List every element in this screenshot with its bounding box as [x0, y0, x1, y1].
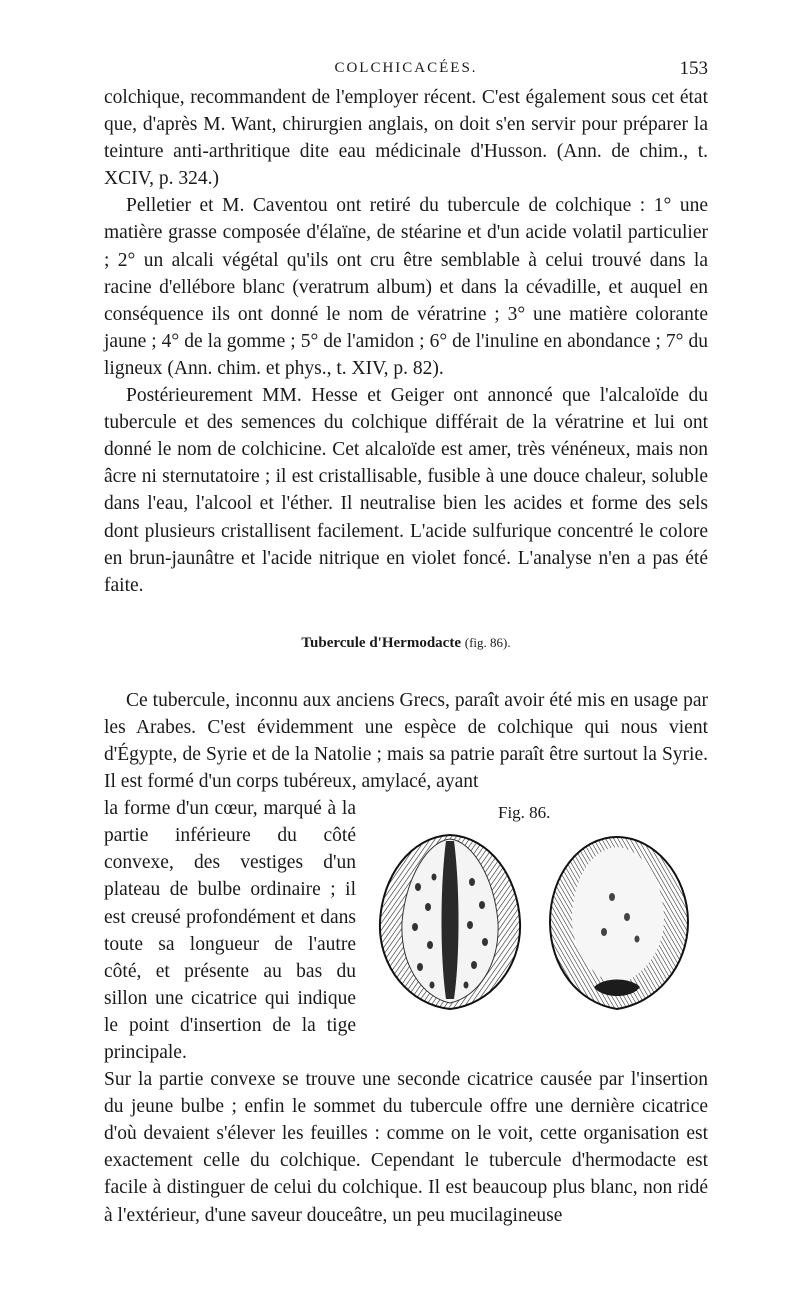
paragraph-3: Postérieurement MM. Hesse et Geiger ont annoncé que l'alcaloïde du tubercule et des semences du colchique différait de la vératrine et lui ont donné le nom de colchicine. Cet alcaloïde est amer, très vénéneux, mais non âcre ni sternutatoire ; il est cristallisable, fusible à une douce chaleur, soluble dans l'eau, l'alcool et l'éther. Il neutralise bien les acides et forme des sels dont plusieurs cristallisent facilement. L'acide sulfurique concentré le colore en brun-jaunâtre et l'acide nitrique en violet foncé. L'analyse n'en a pas été faite.	[104, 385, 708, 596]
tuber-convex-side	[550, 837, 688, 1009]
running-head	[104, 58, 708, 82]
page-number: 153	[679, 58, 708, 79]
running-title: COLCHICACÉES.	[334, 60, 478, 76]
body-text	[104, 84, 708, 1229]
section-heading	[104, 633, 708, 653]
tuber-grooved-side	[380, 835, 520, 1009]
section-paragraph-continuation: Sur la partie convexe se trouve une seconde cicatrice causée par l'insertion du jeune bulbe ; enfin le sommet du tubercule offre une dernière cicatrice d'où devaient s'élever les feuilles : comme on le voit, cette organisation est exactement celle du colchique. Cependant le tubercule d'hermodacte est facile à distinguer de celui du colchique. Il est beaucoup plus blanc, non ridé à l'extérieur, d'une saveur douceâtre, un peu mucilagineuse	[104, 1069, 708, 1226]
paragraph-1: colchique, recommandent de l'employer récent. C'est également sous cet état que, d'après M. Want, chirurgien anglais, on doit s'en servir pour préparer la teinture anti-arthritique dite eau médicinale d'Husson. (Ann. de chim., t. XCIV, p. 324.)	[104, 87, 708, 190]
section-paragraph-lead: Ce tubercule, inconnu aux anciens Grecs, paraît avoir été mis en usage par les Arabes. C'est évidemment une espèce de colchique qui nous vient d'Égypte, de Syrie et de la Natolie ; mais sa patrie paraît être surtout la Syrie. Il est formé d'un corps tubéreux, amylacé, ayant	[104, 689, 708, 793]
paragraph-2: Pelletier et M. Caventou ont retiré du tubercule de colchique : 1° une matière grasse composée d'élaïne, de stéarine et d'un acide volatil particulier ; 2° un alcali végétal qu'ils ont cru être semblable à celui trouvé dans la racine d'ellébore blanc (veratrum album) et dans la cévadille, et auquel en conséquence ils ont donné le nom de vératrine ; 3° une matière colorante jaune ; 4° de la gomme ; 5° de l'amidon ; 6° de l'inuline en abondance ; 7° du ligneux (Ann. chim. et phys., t. XIV, p. 82).	[104, 195, 708, 379]
figure-wrap-block	[104, 795, 708, 1066]
tuber-illustration	[370, 827, 700, 1017]
section-title: Tubercule d'Hermodacte	[301, 634, 461, 651]
section-paragraph-wrapped: la forme d'un cœur, marqué à la partie inférieure du côté convexe, des vestiges d'un plateau de bulbe ordinaire ; il est creusé profondément et dans toute sa longueur de l'autre côté, et présente au bas du sillon une cicatrice qui indique le point d'insertion de la tige principale.	[104, 798, 356, 1063]
figure-86	[370, 799, 708, 1019]
figure-caption: Fig. 86.	[498, 803, 551, 823]
section-figure-ref: (fig. 86).	[464, 634, 511, 650]
